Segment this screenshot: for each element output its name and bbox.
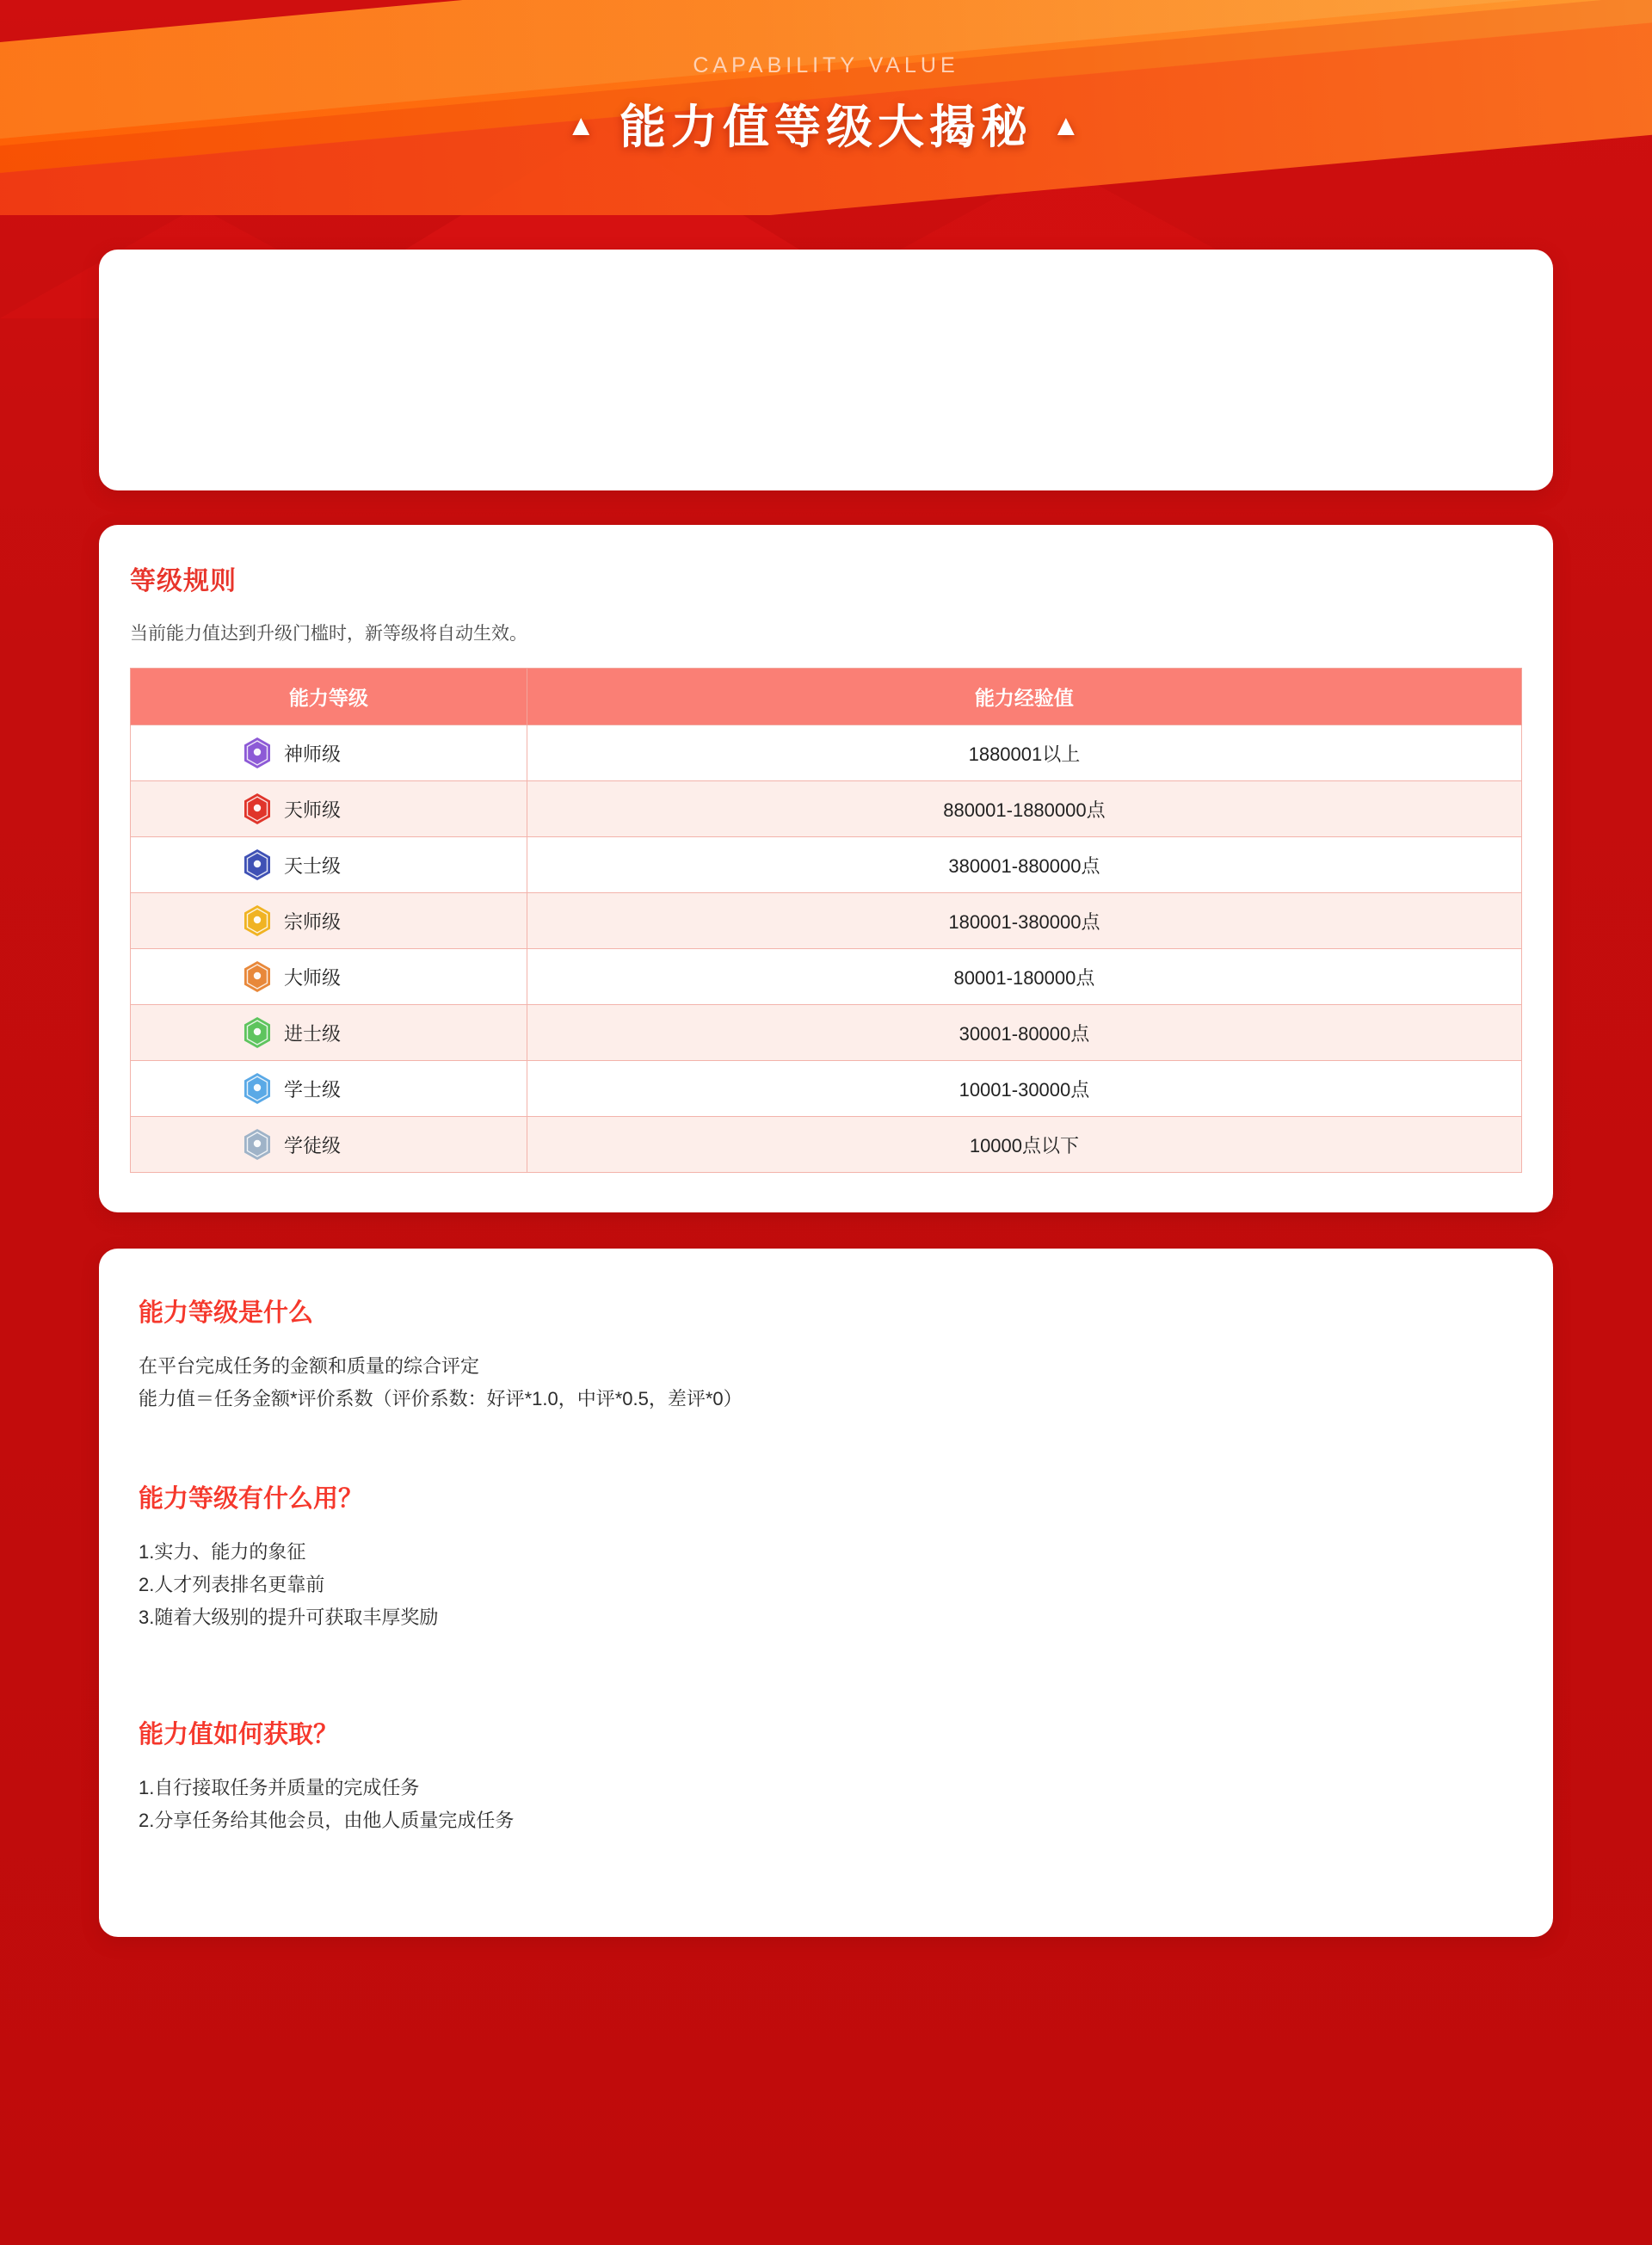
page-title xyxy=(0,90,1652,157)
table-row xyxy=(131,1005,1522,1061)
level-label: 学士级 xyxy=(284,1078,342,1101)
level-cell xyxy=(131,1061,527,1117)
level-cell xyxy=(131,893,527,949)
level-cell xyxy=(131,725,527,781)
faq-title-obtain: 能力值如何获取？ xyxy=(139,1721,339,1749)
level-cell xyxy=(131,1117,527,1173)
faq-title-use: 能力等级有什么用？ xyxy=(139,1485,364,1514)
triangle-right-icon: ▲ xyxy=(1051,108,1086,142)
level-cell xyxy=(131,781,527,837)
exp-cell: 10001-30000点 xyxy=(527,1061,1521,1117)
page-header xyxy=(0,0,1652,215)
top-blank-card xyxy=(99,250,1553,490)
faq-card xyxy=(99,1249,1553,1937)
table-row xyxy=(131,837,1522,893)
triangle-left-icon: ▲ xyxy=(566,108,601,142)
faq-use-line-3: 3.随着大级别的提升可获取丰厚奖励 xyxy=(139,1606,439,1628)
faq-use-line-1: 1.实力、能力的象征 xyxy=(139,1541,306,1563)
level-label: 宗师级 xyxy=(284,910,342,933)
table-header-row xyxy=(131,669,1522,725)
exp-cell: 380001-880000点 xyxy=(527,837,1521,893)
level-label: 进士级 xyxy=(284,1022,342,1045)
badge-dashi-icon xyxy=(243,960,272,993)
levels-table xyxy=(130,668,1522,1173)
rules-title: 等级规则 xyxy=(130,567,237,595)
level-cell xyxy=(131,949,527,1005)
badge-jinshi-icon xyxy=(243,1016,272,1049)
level-label: 学徒级 xyxy=(284,1134,342,1156)
level-label: 天师级 xyxy=(284,799,342,821)
level-label: 神师级 xyxy=(284,743,342,765)
exp-cell: 880001-1880000点 xyxy=(527,781,1521,837)
badge-shenshi-icon xyxy=(243,737,272,769)
level-label: 天士级 xyxy=(284,854,342,877)
exp-cell: 30001-80000点 xyxy=(527,1005,1521,1061)
badge-xueshi-icon xyxy=(243,1072,272,1105)
faq-obtain-line-2: 2.分享任务给其他会员，由他人质量完成任务 xyxy=(139,1809,515,1831)
faq-what-line-2: 能力值＝任务金额*评价系数（评价系数：好评*1.0，中评*0.5，差评*0） xyxy=(139,1387,743,1409)
table-row xyxy=(131,1061,1522,1117)
badge-xuetu-icon xyxy=(243,1128,272,1161)
page-title-text: 能力值等级大揭秘 xyxy=(620,102,1032,153)
table-row xyxy=(131,781,1522,837)
level-label: 大师级 xyxy=(284,966,342,989)
table-row xyxy=(131,1117,1522,1173)
faq-use-line-2: 2.人才列表排名更靠前 xyxy=(139,1573,325,1595)
faq-what-line-1: 在平台完成任务的金额和质量的综合评定 xyxy=(139,1355,480,1377)
table-row xyxy=(131,725,1522,781)
table-row xyxy=(131,949,1522,1005)
exp-cell: 1880001以上 xyxy=(527,725,1521,781)
header-subtitle: CAPABILITY VALUE xyxy=(693,53,959,77)
level-cell xyxy=(131,1005,527,1061)
column-header-exp: 能力经验值 xyxy=(527,669,1521,725)
faq-obtain-line-1: 1.自行接取任务并质量的完成任务 xyxy=(139,1777,420,1799)
rules-note: 当前能力值达到升级门槛时，新等级将自动生效。 xyxy=(130,624,527,644)
badge-tianshi2-icon xyxy=(243,848,272,881)
badge-tianshi-icon xyxy=(243,793,272,825)
column-header-level: 能力等级 xyxy=(131,669,527,725)
exp-cell: 80001-180000点 xyxy=(527,949,1521,1005)
faq-title-what: 能力等级是什么 xyxy=(139,1299,314,1327)
badge-zongshi-icon xyxy=(243,904,272,937)
table-row xyxy=(131,893,1522,949)
exp-cell: 180001-380000点 xyxy=(527,893,1521,949)
level-rules-card xyxy=(99,525,1553,1212)
level-cell xyxy=(131,837,527,893)
exp-cell: 10000点以下 xyxy=(527,1117,1521,1173)
